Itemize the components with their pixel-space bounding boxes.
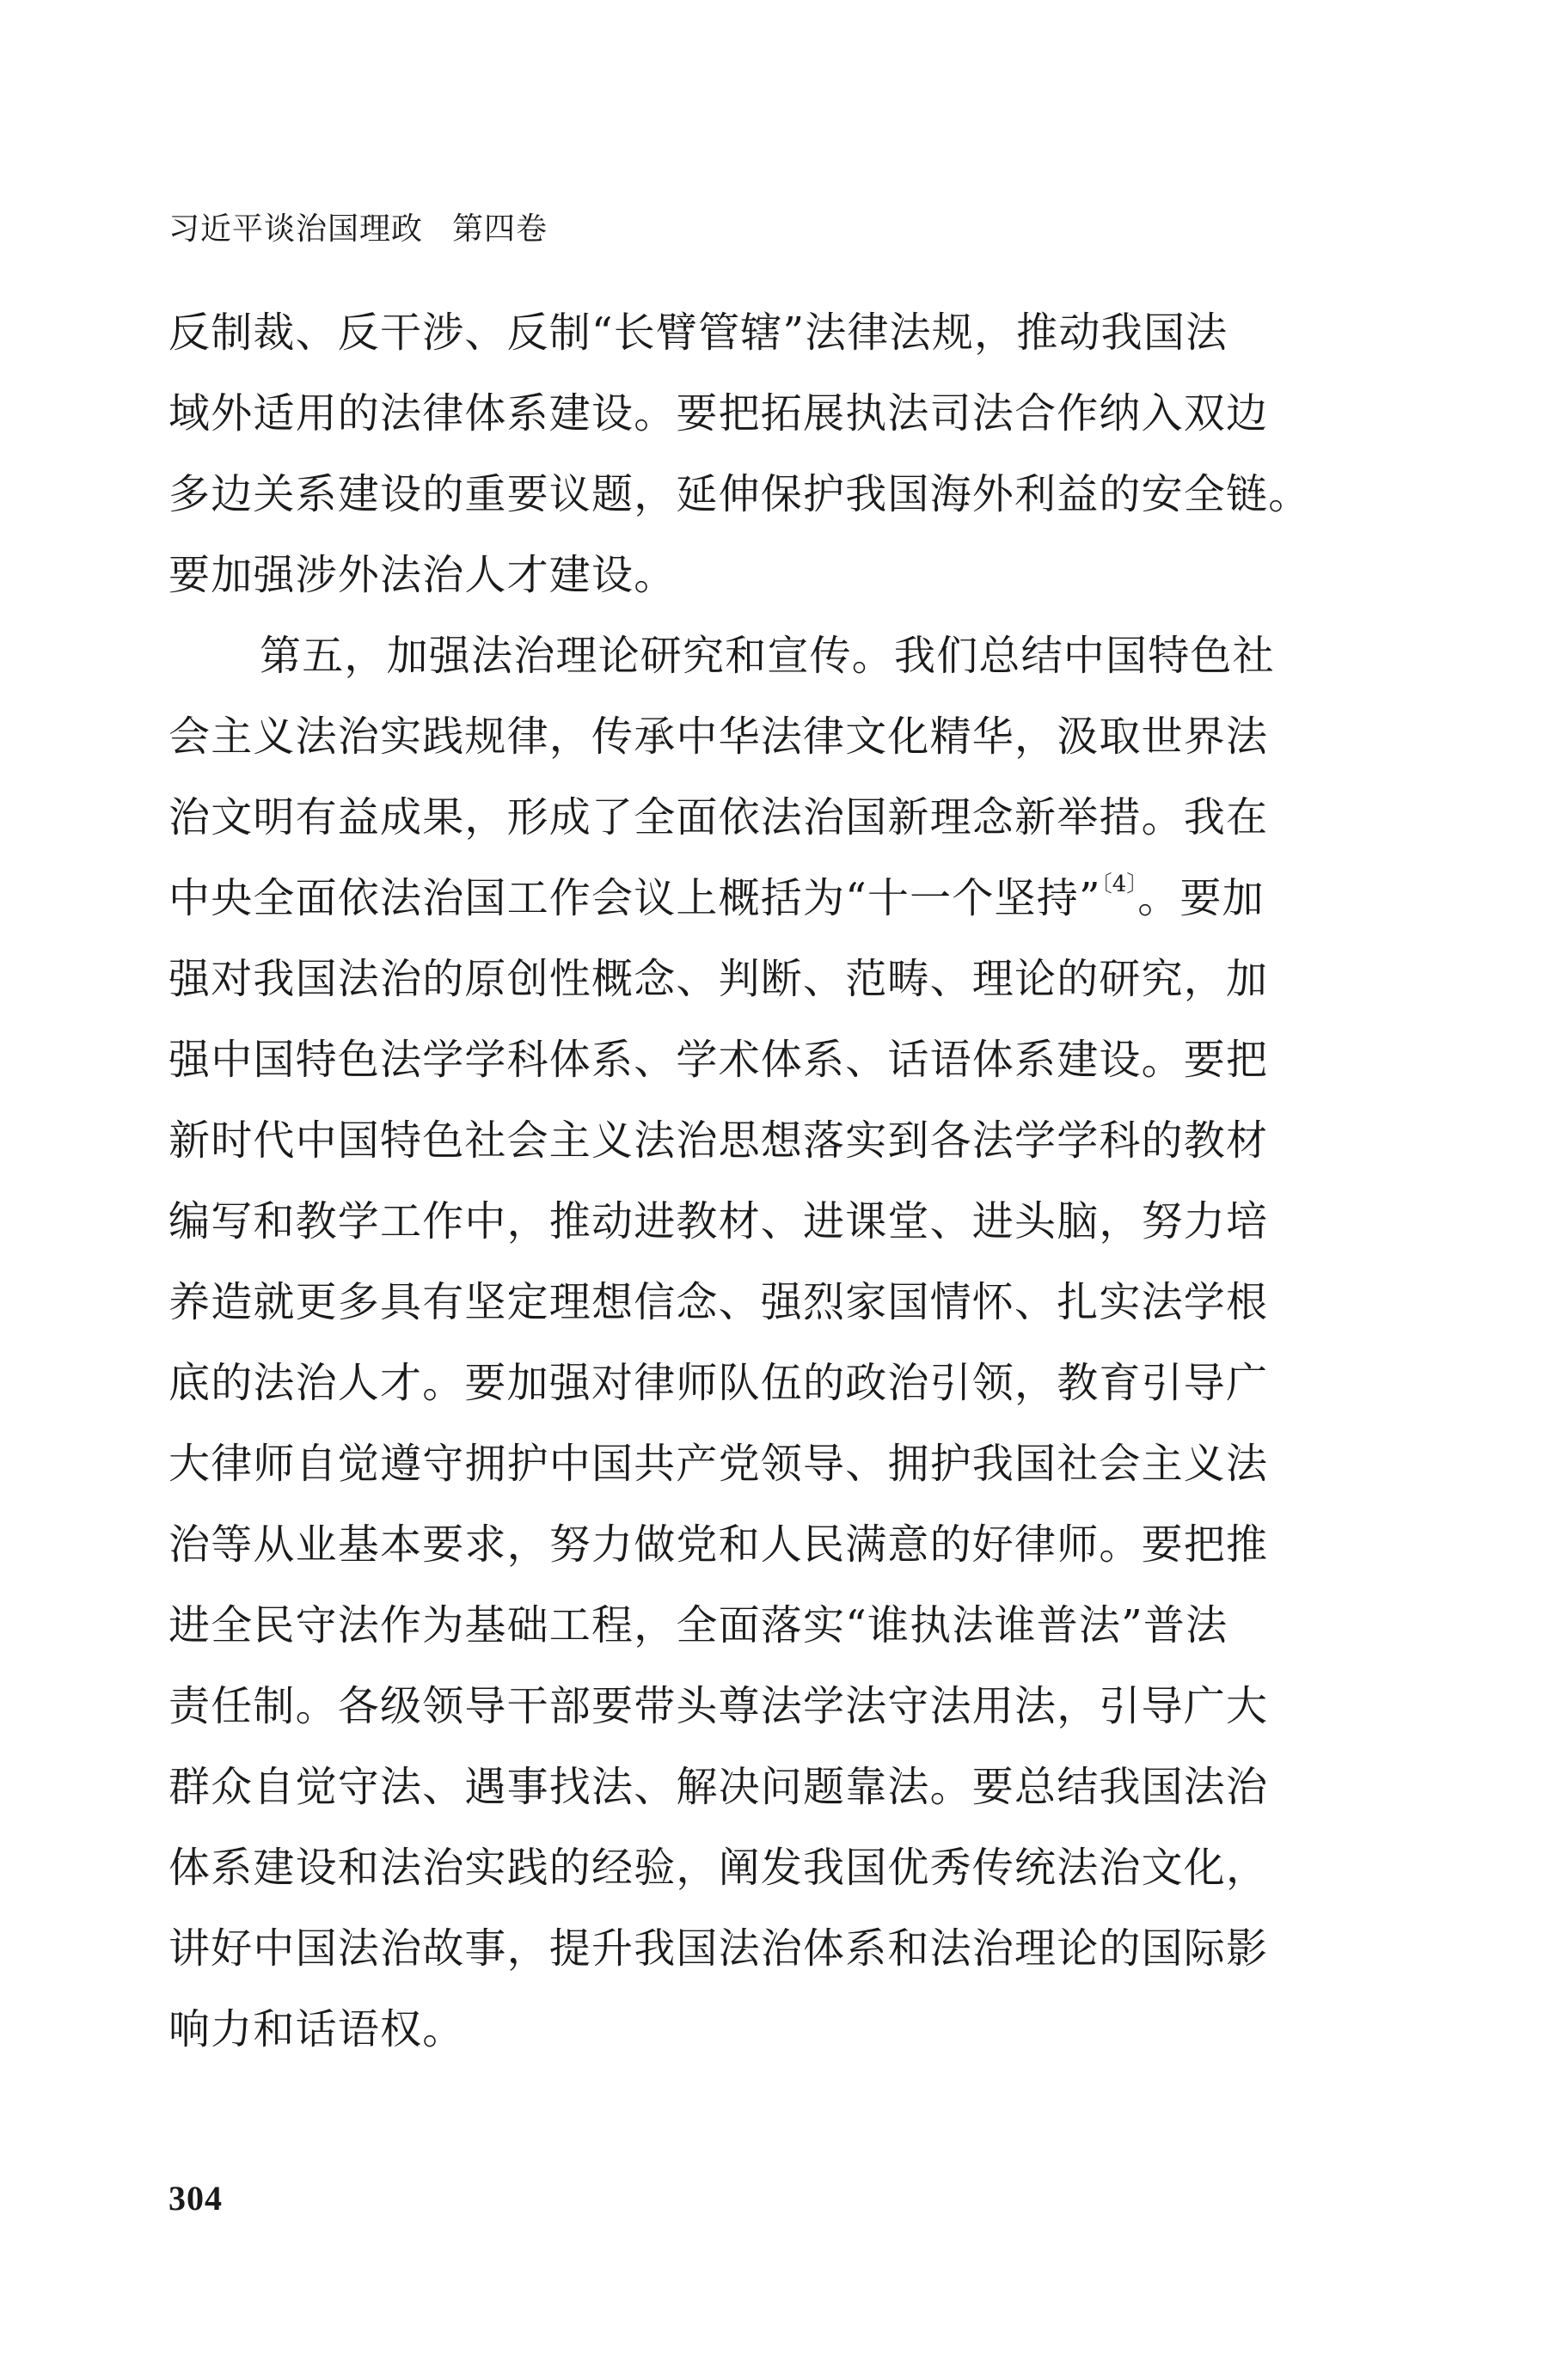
text-line: 第五，加强法治理论研究和宣传。我们总结中国特色社 [260,632,1275,680]
text-line: 讲好中国法治故事，提升我国法治体系和法治理论的国际影 [168,1924,1269,1973]
running-header [168,205,548,248]
text-segment: 。要加 [1137,874,1265,922]
text-line: 新时代中国特色社会主义法治思想落实到各法学学科的教材 [168,1117,1269,1165]
text-line: 强对我国法治的原创性概念、判断、范畴、理论的研究，加 [168,955,1269,1003]
volume-label: 第四卷 [452,211,548,247]
text-line: 会主义法治实践规律，传承中华法律文化精华，汲取世界法 [168,713,1269,761]
text-line: 进全民守法作为基础工程，全面落实“谁执法谁普法”普法 [168,1601,1228,1649]
text-line-with-footnote [168,858,1372,939]
text-line: 底的法治人才。要加强对律师队伍的政治引领，教育引导广 [168,1359,1269,1407]
text-line: 响力和话语权。 [168,2005,465,2053]
text-line: 反制裁、反干涉、反制“长臂管辖”法律法规，推动我国法 [168,309,1228,357]
text-line: 责任制。各级领导干部要带头尊法学法守法用法，引导广大 [168,1682,1269,1730]
text-segment: 中央全面依法治国工作会议上概括为“十一个坚持” [168,874,1101,922]
footnote-marker[interactable]: 〔4〕 [1100,872,1138,897]
text-line: 多边关系建设的重要议题，延伸保护我国海外利益的安全链。 [168,470,1311,518]
text-line: 要加强涉外法治人才建设。 [168,551,677,599]
text-line: 治文明有益成果，形成了全面依法治国新理念新举措。我在 [168,793,1269,841]
text-line: 域外适用的法律体系建设。要把拓展执法司法合作纳入双边 [168,389,1269,437]
text-line: 治等从业基本要求，努力做党和人民满意的好律师。要把推 [168,1520,1269,1569]
book-title: 习近平谈治国理政 [168,211,424,247]
page-number: 304 [168,2179,223,2218]
text-line: 养造就更多具有坚定理想信念、强烈家国情怀、扎实法学根 [168,1278,1269,1326]
text-line: 群众自觉守法、遇事找法、解决问题靠法。要总结我国法治 [168,1763,1269,1811]
text-line: 体系建设和法治实践的经验，阐发我国优秀传统法治文化， [168,1844,1269,1892]
text-line: 大律师自觉遵守拥护中国共产党领导、拥护我国社会主义法 [168,1440,1269,1488]
text-line: 强中国特色法学学科体系、学术体系、话语体系建设。要把 [168,1036,1269,1084]
text-line: 编写和教学工作中，推动进教材、进课堂、进头脑，努力培 [168,1197,1269,1245]
paragraph-2 [168,615,1372,2070]
body-text [168,292,1372,2070]
paragraph-1 [168,292,1372,615]
